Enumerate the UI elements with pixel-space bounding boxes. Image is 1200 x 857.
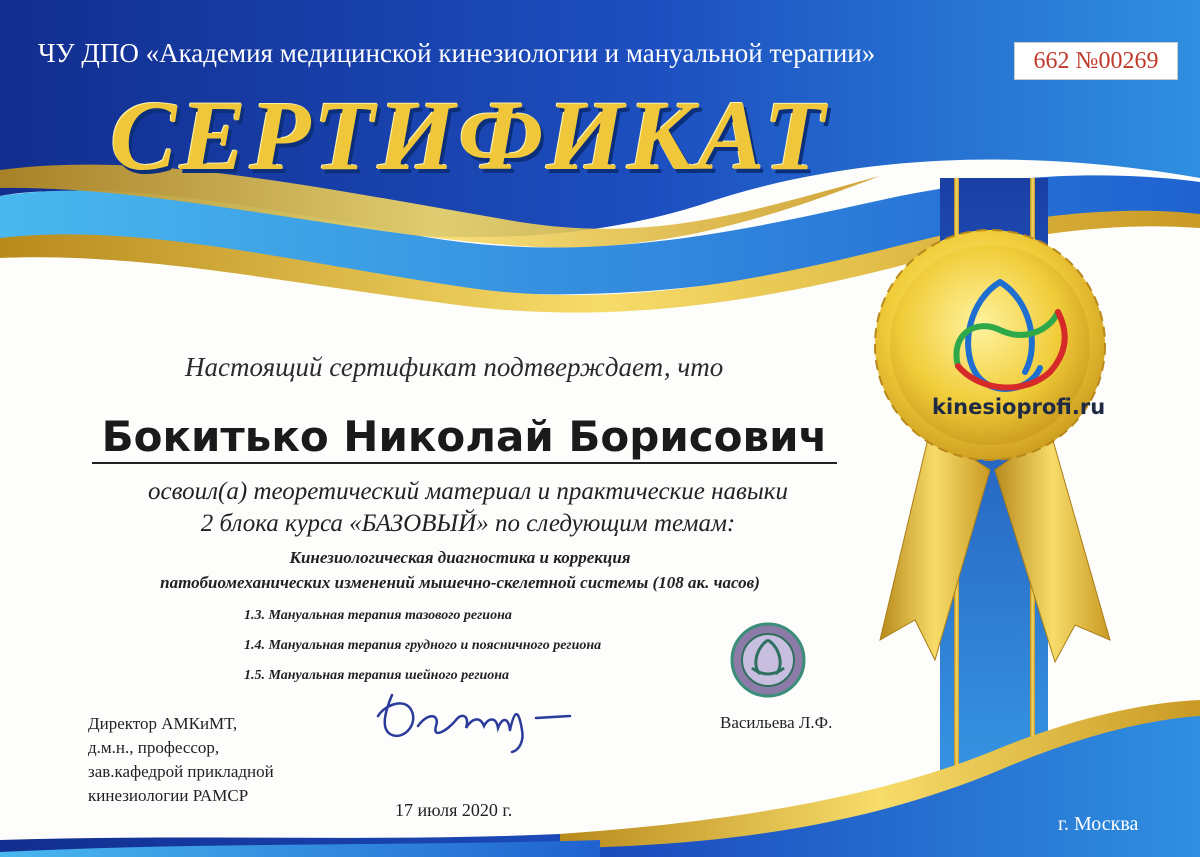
topic-line-2: патобиомеханических изменений мышечно-скелетной системы (108 ак. часов) bbox=[160, 573, 760, 592]
seal-website: kinesioprofi.ru bbox=[932, 395, 1106, 419]
topic-line-1: Кинезиологическая диагностика и коррекция bbox=[289, 548, 631, 567]
director-title-line: д.м.н., профессор, bbox=[88, 738, 220, 757]
certificate-title: СЕРТИФИКАТ bbox=[110, 80, 828, 191]
director-title-line: зав.кафедрой прикладной bbox=[88, 762, 274, 781]
director-title-line: кинезиологии РАМСР bbox=[88, 786, 249, 805]
organization-name: ЧУ ДПО «Академия медицинской кинезиологии и мануальной терапии» bbox=[38, 38, 876, 68]
confirm-text: Настоящий сертификат подтверждает, что bbox=[185, 352, 724, 382]
module-item: 1.4. Мануальная терапия грудного и поясничного региона bbox=[244, 638, 602, 653]
gold-seal-icon bbox=[875, 230, 1105, 460]
academy-stamp-icon bbox=[732, 624, 804, 696]
recipient-name: Бокитько Николай Борисович bbox=[101, 412, 828, 461]
name-underline bbox=[92, 462, 837, 464]
mastered-text: освоил(а) теоретический материал и практические навыки bbox=[148, 478, 788, 505]
issue-date: 17 июля 2020 г. bbox=[395, 800, 513, 820]
director-signature bbox=[378, 695, 570, 752]
course-text: 2 блока курса «БАЗОВЫЙ» по следующим темам: bbox=[200, 510, 736, 537]
city-name: г. Москва bbox=[1058, 813, 1139, 835]
signer-name: Васильева Л.Ф. bbox=[720, 713, 833, 732]
serial-number: 662 №00269 bbox=[1014, 42, 1178, 80]
director-title-line: Директор АМКиМТ, bbox=[88, 714, 238, 733]
module-item: 1.3. Мануальная терапия тазового региона bbox=[244, 608, 512, 623]
module-item: 1.5. Мануальная терапия шейного региона bbox=[244, 668, 510, 683]
